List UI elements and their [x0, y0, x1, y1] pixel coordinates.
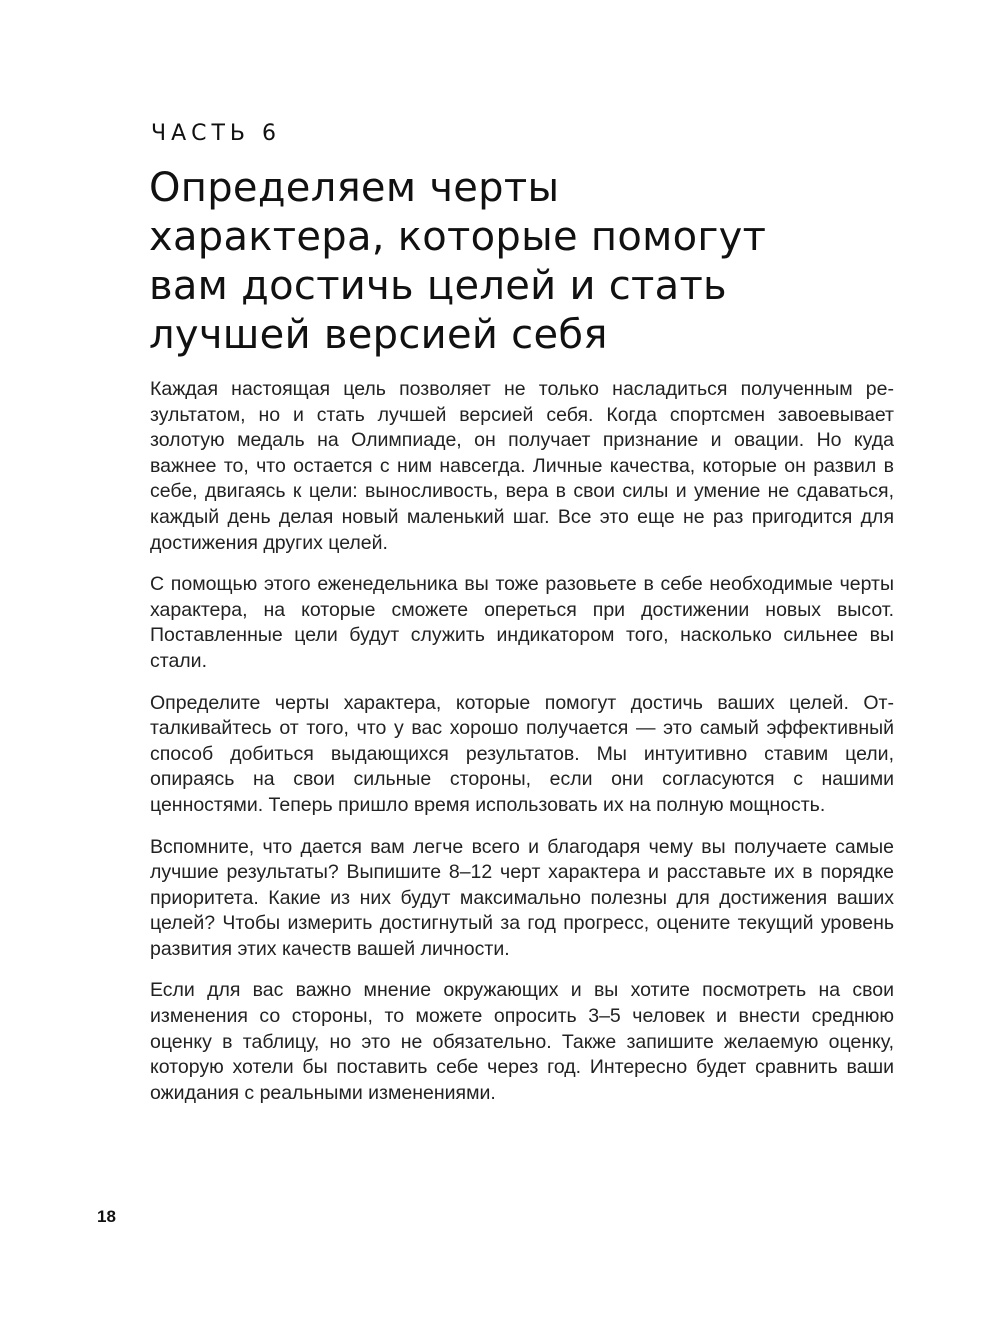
paragraph: Определите черты характера, которые помогут достичь ваших целей. Отталкивайтесь от того, что у вас хорошо получается — это самый эффективный способ добиться выдающихся результатов. Мы интуитивно ставим цели, опираясь на свои сильные стороны, если они согласуются с нашими ценностями. Теперь пришло время использовать их на полную мощность. [150, 691, 894, 816]
paragraph: Каждая настоящая цель позволяет не только насладиться полученным результатом, но и стать лучшей версией себя. Когда спортсмен завоевывает золотую медаль на Олимпиаде, он получает признание и овации. Но куда важнее то, что остается с ним навсегда. Личные качества, которые он развил в себе, двигаясь к цели: выносливость, вера в свои силы и умение не сдаваться, каждый день делая новый маленький шаг. Все это еще не раз пригодится для достижения других целей. [150, 378, 894, 554]
chapter-title [149, 164, 809, 360]
chapter-title-line: Определяем черты [149, 165, 560, 211]
chapter-title-line: вам достичь целей и стать [149, 263, 727, 309]
paragraph: Если для вас важно мнение окружающих и вы хотите посмотреть на свои изменения со стороны, то можете опросить 3–5 человек и внести среднюю оценку в таблицу, но это не обязательно. Также запишите желаемую оценку, которую хотели бы поставить себе через год. Интересно будет сравнить ваши ожидания с реальными изменениями. [150, 979, 894, 1104]
chapter-title-line: лучшей версией себя [149, 312, 608, 358]
page-number: 18 [97, 1207, 116, 1226]
body-text [150, 377, 894, 1122]
section-label: ЧАСТЬ 6 [151, 121, 282, 146]
paragraph: Вспомните, что дается вам легче всего и благодаря чему вы получаете самые лучшие результаты? Выпишите 8–12 черт характера и расставьте их в порядке приоритета. Какие из них будут максимально полезны для достижения ваших целей? Чтобы измерить достигнутый за год прогресс, оцените текущий уровень развития этих качеств вашей личности. [150, 835, 894, 960]
chapter-title-line: характера, которые помогут [149, 214, 767, 260]
paragraph: С помощью этого еженедельника вы тоже разовьете в себе необходимые черты характера, на которые сможете опереться при достижении новых высот. Поставленные цели будут служить индикатором того, насколько сильнее вы стали. [150, 573, 894, 672]
